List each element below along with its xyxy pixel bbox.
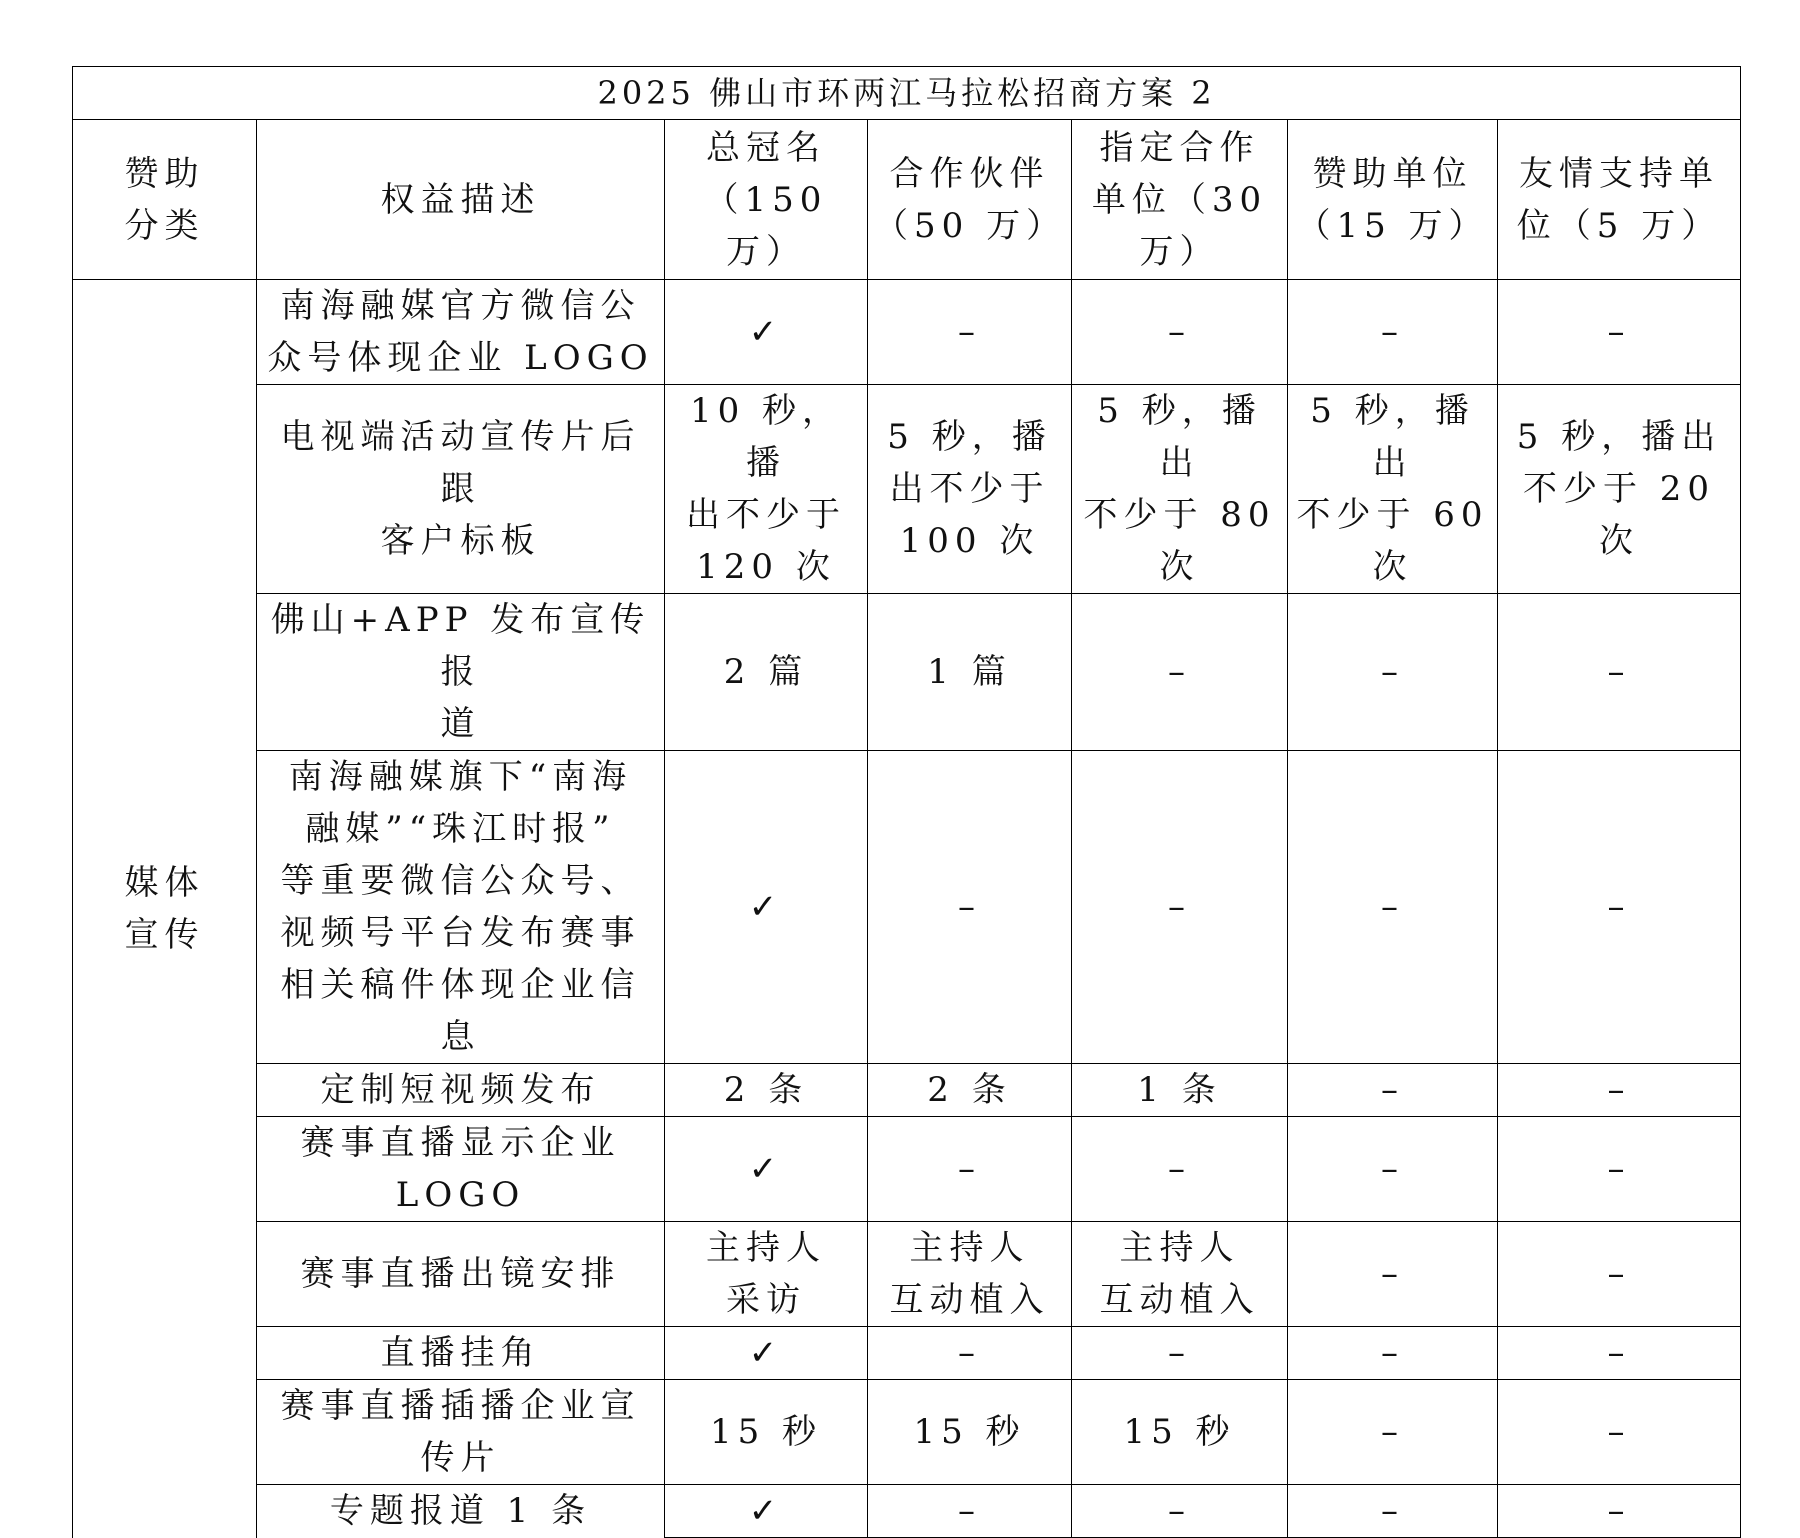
checkmark-icon: ✓	[665, 1117, 868, 1222]
header-tier-designated: 指定合作 单位（30 万）	[1072, 120, 1288, 280]
header-category: 赞助 分类	[73, 120, 257, 280]
header-tier-partner: 合作伙伴 （50 万）	[868, 120, 1072, 280]
benefit-description: 南海融媒旗下“南海 融媒”“珠江时报” 等重要微信公众号、 视频号平台发布赛事 相关稿件体现企业信 息	[257, 751, 665, 1064]
not-included-dash: –	[1288, 751, 1498, 1064]
benefit-value: 5 秒，播出 不少于 60 次	[1288, 385, 1498, 594]
benefit-description: 赛事直播出镜安排	[257, 1222, 665, 1327]
table-row	[73, 751, 1741, 1064]
not-included-dash: –	[1072, 1485, 1288, 1538]
not-included-dash: –	[1498, 280, 1741, 385]
not-included-dash: –	[1498, 1064, 1741, 1117]
header-tier-title-sponsor: 总冠名 （150 万）	[665, 120, 868, 280]
benefit-description: 直播挂角	[257, 1327, 665, 1380]
not-included-dash: –	[1498, 1485, 1741, 1538]
header-row	[73, 120, 1741, 280]
benefit-value: 5 秒，播出 不少于 20 次	[1498, 385, 1741, 594]
benefit-value: 1 篇	[868, 594, 1072, 751]
not-included-dash: –	[1288, 594, 1498, 751]
not-included-dash: –	[1072, 280, 1288, 385]
table-title: 2025 佛山市环两江马拉松招商方案 2	[73, 67, 1741, 120]
benefit-value: 15 秒	[665, 1380, 868, 1485]
benefit-value: 主持人 互动植入	[1072, 1222, 1288, 1327]
header-tier-support: 友情支持单 位（5 万）	[1498, 120, 1741, 280]
benefit-description: 电视端活动宣传片后 跟 客户标板	[257, 385, 665, 594]
benefit-value: 15 秒	[868, 1380, 1072, 1485]
title-row	[73, 67, 1741, 120]
benefit-value: 15 秒	[1072, 1380, 1288, 1485]
not-included-dash: –	[1072, 751, 1288, 1064]
not-included-dash: –	[1288, 1485, 1498, 1538]
table-row	[73, 1485, 1741, 1538]
not-included-dash: –	[1072, 1327, 1288, 1380]
not-included-dash: –	[1498, 1222, 1741, 1327]
benefit-description: 赛事直播显示企业 LOGO	[257, 1117, 665, 1222]
benefit-value: 10 秒，播 出不少于 120 次	[665, 385, 868, 594]
benefit-value: 主持人 互动植入	[868, 1222, 1072, 1327]
table-row	[73, 385, 1741, 594]
category-cell-media: 媒体 宣传	[73, 280, 257, 1538]
benefit-description: 定制短视频发布	[257, 1064, 665, 1117]
table-row	[73, 594, 1741, 751]
not-included-dash: –	[868, 1327, 1072, 1380]
checkmark-icon: ✓	[665, 1327, 868, 1380]
benefit-value: 5 秒，播 出不少于 100 次	[868, 385, 1072, 594]
benefit-value: 2 条	[868, 1064, 1072, 1117]
not-included-dash: –	[1498, 594, 1741, 751]
benefit-value: 2 条	[665, 1064, 868, 1117]
not-included-dash: –	[1288, 1222, 1498, 1327]
benefit-description: 专题报道 1 条	[257, 1485, 665, 1538]
table-row	[73, 1117, 1741, 1222]
not-included-dash: –	[1498, 1117, 1741, 1222]
checkmark-icon: ✓	[665, 1485, 868, 1538]
not-included-dash: –	[1288, 1117, 1498, 1222]
benefit-description: 南海融媒官方微信公 众号体现企业 LOGO	[257, 280, 665, 385]
not-included-dash: –	[1288, 1380, 1498, 1485]
not-included-dash: –	[1498, 751, 1741, 1064]
not-included-dash: –	[1498, 1327, 1741, 1380]
checkmark-icon: ✓	[665, 280, 868, 385]
not-included-dash: –	[868, 1117, 1072, 1222]
checkmark-icon: ✓	[665, 751, 868, 1064]
benefit-value: 1 条	[1072, 1064, 1288, 1117]
not-included-dash: –	[868, 280, 1072, 385]
not-included-dash: –	[868, 751, 1072, 1064]
table-row	[73, 280, 1741, 385]
benefit-value: 2 篇	[665, 594, 868, 751]
not-included-dash: –	[1288, 1327, 1498, 1380]
benefit-value: 主持人 采访	[665, 1222, 868, 1327]
not-included-dash: –	[1498, 1380, 1741, 1485]
not-included-dash: –	[1072, 1117, 1288, 1222]
benefit-description: 赛事直播插播企业宣 传片	[257, 1380, 665, 1485]
header-description: 权益描述	[257, 120, 665, 280]
benefit-description: 佛山+APP 发布宣传报 道	[257, 594, 665, 751]
not-included-dash: –	[1072, 594, 1288, 751]
table-row	[73, 1380, 1741, 1485]
table-row	[73, 1327, 1741, 1380]
header-tier-sponsor: 赞助单位 （15 万）	[1288, 120, 1498, 280]
table-row	[73, 1064, 1741, 1117]
not-included-dash: –	[1288, 1064, 1498, 1117]
not-included-dash: –	[868, 1485, 1072, 1538]
sponsorship-table	[72, 66, 1741, 1538]
benefit-value: 5 秒，播出 不少于 80 次	[1072, 385, 1288, 594]
table-row	[73, 1222, 1741, 1327]
not-included-dash: –	[1288, 280, 1498, 385]
